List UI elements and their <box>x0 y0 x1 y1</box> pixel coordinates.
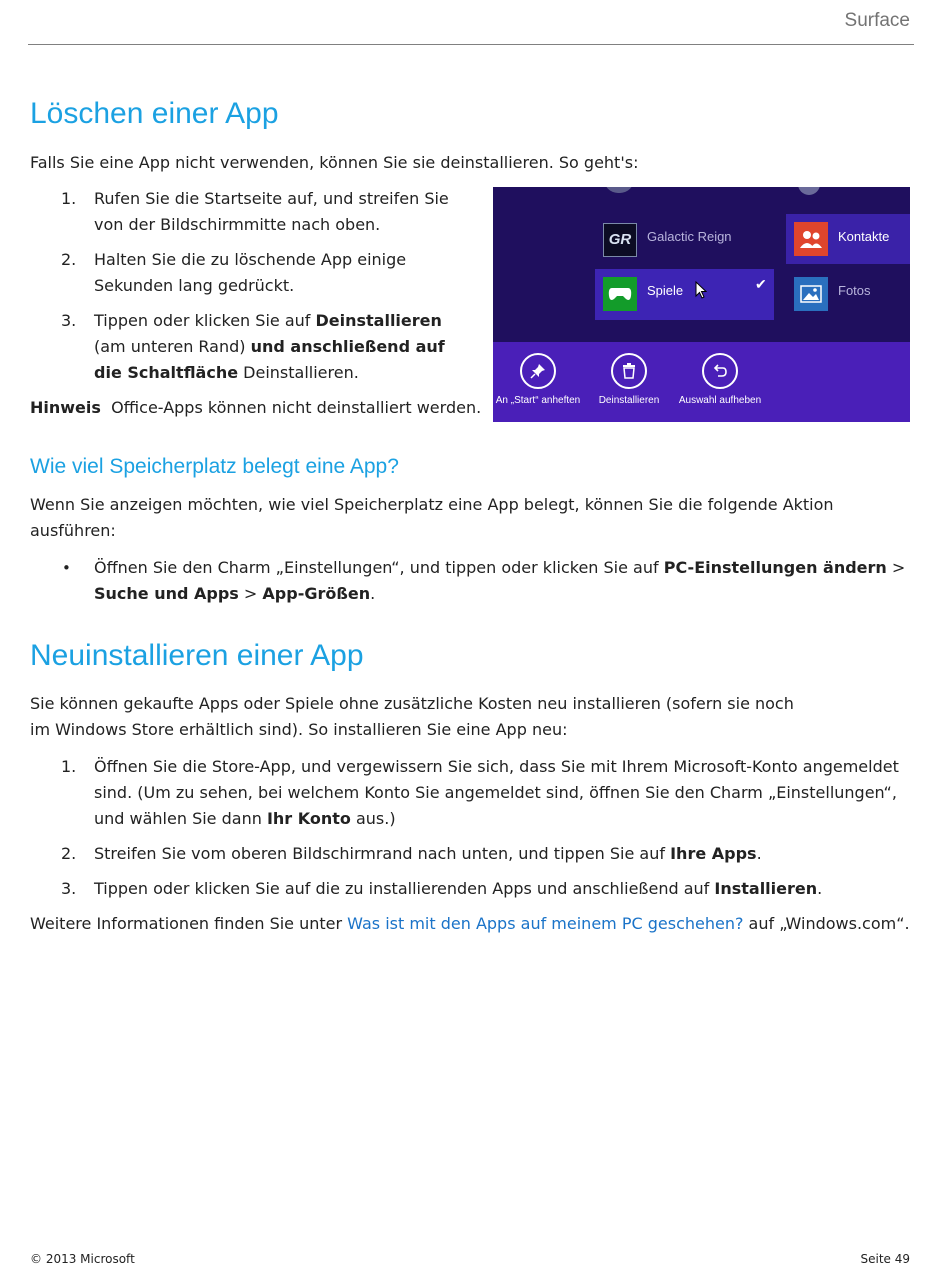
step-number: 1. <box>61 189 77 208</box>
start-screen-screenshot <box>493 187 910 422</box>
windows-apps-link[interactable]: Was ist mit den Apps auf meinem PC geschehen? <box>347 914 744 933</box>
step-number: 1. <box>61 757 77 776</box>
section-title-storage: Wie viel Speicherplatz belegt eine App? <box>30 455 399 478</box>
section-intro: Falls Sie eine App nicht verwenden, können Sie sie deinstallieren. So geht's: <box>30 153 639 172</box>
pin-to-start-button[interactable] <box>493 353 583 407</box>
gr-logo-text: GR <box>608 231 632 248</box>
text-run: > <box>886 558 906 577</box>
step-number: 3. <box>61 879 77 898</box>
pin-icon <box>520 353 556 389</box>
tile-label: Galactic Reign <box>647 229 732 244</box>
steps-list <box>30 754 910 902</box>
text-run: . <box>756 844 762 863</box>
note-label: Hinweis <box>30 398 101 417</box>
step-text <box>94 311 445 382</box>
footer-page-number: Seite 49 <box>860 1252 910 1266</box>
page-header <box>28 8 914 45</box>
bold-text: PC-Einstellungen ändern <box>663 558 887 577</box>
bold-text: Suche und Apps <box>94 584 239 603</box>
gamepad-icon <box>608 286 632 302</box>
text-run: Tippen oder klicken Sie auf <box>94 311 316 330</box>
galactic-reign-icon <box>603 223 637 257</box>
appbar-label: Auswahl aufheben <box>678 395 762 406</box>
tile-label: Kontakte <box>838 229 890 244</box>
step-number: 2. <box>61 844 77 863</box>
list-item <box>30 247 470 299</box>
settings-icon <box>798 187 820 195</box>
selected-check-icon: ✔ <box>755 276 767 292</box>
bullet-icon: • <box>62 559 71 577</box>
tile-kontakte[interactable] <box>786 214 910 264</box>
footer-copyright: © 2013 Microsoft <box>30 1252 135 1266</box>
step-number: 3. <box>61 311 77 330</box>
section-title-reinstall-app: Neuinstallieren einer App <box>30 639 364 672</box>
more-info <box>30 911 910 937</box>
bold-text: Installieren <box>714 879 818 898</box>
undo-icon <box>702 353 738 389</box>
trash-icon <box>611 353 647 389</box>
text-run: Öffnen Sie die Store-App, und vergewissern Sie sich, dass Sie mit Ihrem Microsoft-Konto angemeldet sind. (Um zu sehen, bei welchem Konto Sie angemeldet sind, öffnen Sie den Charm „Einstellungen“, und wählen Sie dann <box>94 757 899 828</box>
text-run: (am unteren Rand) <box>94 337 251 356</box>
text-run: . <box>370 584 376 603</box>
bold-text: und anschließend auf die Schaltfläche <box>94 337 445 382</box>
section-intro: Wenn Sie anzeigen möchten, wie viel Speicherplatz eine App belegt, können Sie die folgende Aktion ausführen: <box>30 495 834 540</box>
bullet-list <box>30 555 910 607</box>
tile-spiele-selected[interactable] <box>595 269 774 320</box>
step-text: Halten Sie die zu löschende App einige Sekunden lang gedrückt. <box>94 250 407 295</box>
picture-icon <box>800 285 822 303</box>
text-run: Streifen Sie vom oberen Bildschirmrand nach unten, und tippen Sie auf <box>94 844 671 863</box>
section-intro: Sie können gekaufte Apps oder Spiele ohne zusätzliche Kosten neu installieren (sofern sie noch im Windows Store erhältlich sind). So installieren Sie eine App neu: <box>30 694 794 739</box>
appbar-label: An „Start“ anheften <box>495 395 581 406</box>
clear-selection-button[interactable] <box>675 353 765 407</box>
uninstall-button[interactable] <box>584 353 674 407</box>
bold-text: Deinstallieren <box>315 311 442 330</box>
section-title-delete-app: Löschen einer App <box>30 97 279 130</box>
step-text: Rufen Sie die Startseite auf, und streifen Sie von der Bildschirmmitte nach oben. <box>94 189 449 234</box>
text-run: Öffnen Sie den Charm „Einstellungen“, und tippen oder klicken Sie auf <box>94 558 664 577</box>
text-run: > <box>238 584 263 603</box>
mouse-cursor-icon <box>695 281 707 299</box>
tile-galactic-reign[interactable] <box>595 217 765 261</box>
step-number: 2. <box>61 250 77 269</box>
list-item <box>30 186 470 238</box>
text-run: . <box>817 879 823 898</box>
list-item <box>30 841 910 867</box>
brand-logo: Surface <box>844 10 910 31</box>
text-run: Weitere Informationen finden Sie unter <box>30 914 348 933</box>
list-item <box>30 308 470 386</box>
cut-off-tile-icon <box>604 187 634 193</box>
list-item <box>30 876 910 902</box>
bold-text: App-Größen <box>262 584 371 603</box>
list-item <box>30 754 910 832</box>
text-run: Deinstallieren. <box>238 363 359 382</box>
appbar-label: Deinstallieren <box>598 395 660 406</box>
text-run: aus.) <box>350 809 396 828</box>
people-icon <box>799 229 823 249</box>
tile-label: Spiele <box>647 283 684 298</box>
list-item <box>30 555 910 607</box>
note <box>30 395 500 421</box>
note-text: Office-Apps können nicht deinstalliert werden. <box>100 398 482 417</box>
text-run: Tippen oder klicken Sie auf die zu installierenden Apps und anschließend auf <box>94 879 715 898</box>
photos-icon <box>794 277 828 311</box>
bold-text: Ihre Apps <box>670 844 757 863</box>
contacts-icon <box>794 222 828 256</box>
tile-label: Fotos <box>838 283 871 298</box>
games-icon <box>603 277 637 311</box>
steps-list <box>30 186 470 386</box>
bold-text: Ihr Konto <box>266 809 351 828</box>
text-run: auf „Windows.com“. <box>743 914 910 933</box>
tile-fotos[interactable] <box>786 269 910 319</box>
